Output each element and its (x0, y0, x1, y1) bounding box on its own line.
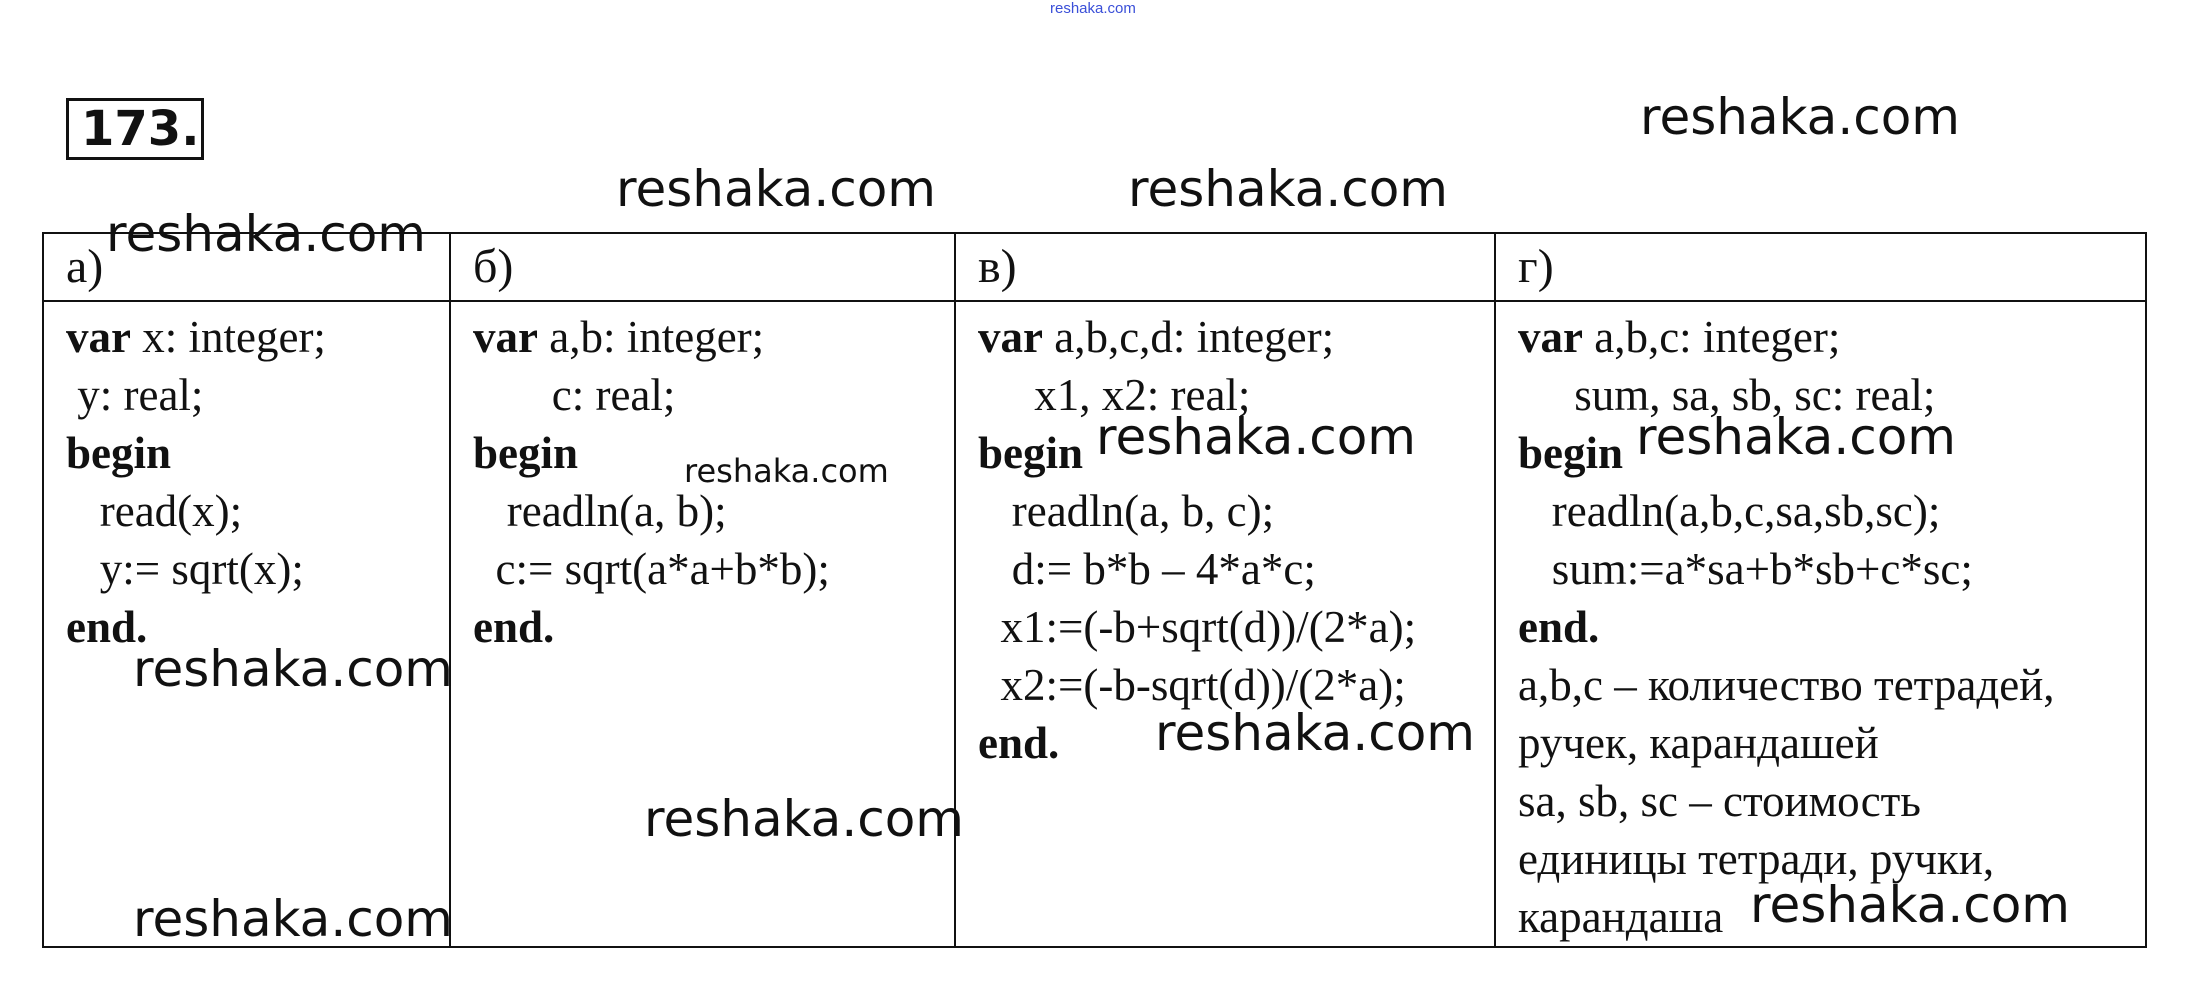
watermark: reshaka.com (1636, 408, 1956, 466)
watermark: reshaka.com (106, 205, 426, 263)
code-text: ручек, карандашей (1518, 718, 1879, 768)
watermark: reshaka.com (133, 640, 453, 698)
column-a-header: а) (43, 233, 450, 301)
code-block-g (1496, 302, 2145, 946)
task-number: 173. (66, 98, 204, 160)
code-text: x: integer; (130, 312, 326, 362)
code-text: a,b,c: integer; (1582, 312, 1841, 362)
code-keyword: begin (1518, 428, 1624, 478)
code-line (66, 366, 449, 424)
column-g-header: г) (1495, 233, 2146, 301)
code-line (66, 424, 449, 482)
code-text: readln(a,b,c,sa,sb,sc); (1518, 486, 1941, 536)
code-line (1518, 598, 2145, 656)
code-text: sum, sa, sb, sc: real; (1518, 370, 1936, 420)
code-keyword: begin (978, 428, 1084, 478)
code-line (1518, 540, 2145, 598)
code-line (1518, 714, 2145, 772)
code-line (978, 308, 1494, 366)
code-keyword: end. (473, 602, 555, 652)
solution-table (42, 232, 2147, 948)
code-line (1518, 308, 2145, 366)
code-line (978, 540, 1494, 598)
code-line (473, 598, 954, 656)
code-keyword: var (66, 312, 131, 362)
watermark: reshaka.com (1640, 88, 1960, 146)
code-keyword: end. (1518, 602, 1600, 652)
code-block-v (956, 302, 1494, 772)
code-line (66, 308, 449, 366)
code-line (1518, 772, 2145, 830)
code-keyword: begin (66, 428, 172, 478)
code-text: read(x); (66, 486, 243, 536)
code-text: x2:=(-b-sqrt(d))/(2*a); (978, 660, 1406, 710)
code-text: x1, x2: real; (978, 370, 1251, 420)
watermark: reshaka.com (616, 160, 936, 218)
code-keyword: end. (978, 718, 1060, 768)
code-keyword: var (978, 312, 1043, 362)
code-keyword: var (473, 312, 538, 362)
code-text: x1:=(-b+sqrt(d))/(2*a); (978, 602, 1417, 652)
watermark: reshaka.com (1128, 160, 1448, 218)
code-keyword: end. (66, 602, 148, 652)
code-keyword: begin (473, 428, 579, 478)
code-text: c:= sqrt(a*a+b*b); (473, 544, 830, 594)
watermark: reshaka.com (133, 890, 453, 948)
code-text: единицы тетради, ручки, (1518, 834, 1995, 884)
code-text: y:= sqrt(x); (66, 544, 304, 594)
column-b-header: б) (450, 233, 955, 301)
code-line (473, 308, 954, 366)
watermark: reshaka.com (644, 790, 964, 848)
code-text: readln(a, b, c); (978, 486, 1275, 536)
code-line (1518, 482, 2145, 540)
code-text: d:= b*b – 4*a*c; (978, 544, 1316, 594)
code-line (473, 366, 954, 424)
code-text: карандаша (1518, 892, 1724, 942)
watermark: reshaka.com (1155, 704, 1475, 762)
code-line (66, 540, 449, 598)
code-text: a,b: integer; (537, 312, 765, 362)
watermark: reshaka.com (1096, 408, 1416, 466)
code-line (978, 482, 1494, 540)
code-line (66, 482, 449, 540)
code-text: y: real; (66, 370, 204, 420)
code-text: a,b,c – количество тетрадей, (1518, 660, 2055, 710)
table-code-row (43, 301, 2146, 947)
code-text: readln(a, b); (473, 486, 727, 536)
site-link[interactable]: reshaka.com (1050, 0, 1136, 17)
code-line (978, 598, 1494, 656)
code-line (1518, 656, 2145, 714)
code-text: sa, sb, sc – стоимость (1518, 776, 1921, 826)
column-v-header: в) (955, 233, 1495, 301)
code-text: sum:=a*sa+b*sb+c*sc; (1518, 544, 1973, 594)
code-text: c: real; (473, 370, 676, 420)
watermark: reshaka.com (1750, 876, 2070, 934)
watermark: reshaka.com (684, 452, 889, 490)
code-line (473, 482, 954, 540)
code-block-a (44, 302, 449, 656)
code-text: a,b,c,d: integer; (1042, 312, 1335, 362)
code-line (473, 540, 954, 598)
code-keyword: var (1518, 312, 1583, 362)
